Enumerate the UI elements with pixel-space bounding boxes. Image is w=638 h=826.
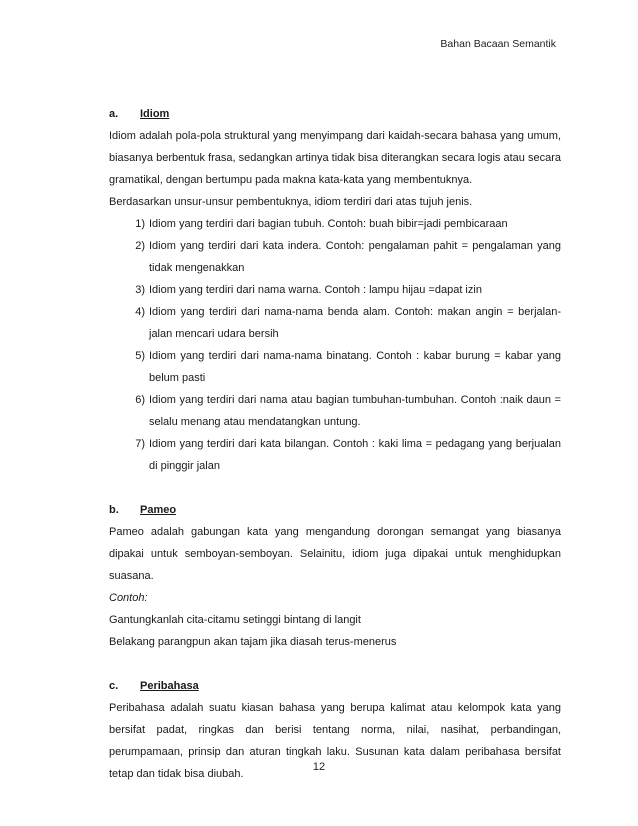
running-header: Bahan Bacaan Semantik bbox=[440, 38, 556, 50]
idiom-intro: Berdasarkan unsur-unsur pembentuknya, idiom terdiri dari atas tujuh jenis. bbox=[109, 196, 473, 208]
section-heading-idiom bbox=[109, 103, 561, 125]
list-item bbox=[109, 213, 561, 235]
section-letter: a. bbox=[109, 108, 119, 120]
list-text: Idiom yang terdiri dari nama atau bagian tumbuhan-tumbuhan. Contoh :naik daun = selalu menang atau mendatangkan untung. bbox=[149, 394, 561, 428]
pameo-example: Gantungkanlah cita-citamu setinggi bintang di langit bbox=[109, 614, 361, 626]
list-item bbox=[109, 301, 561, 345]
list-text: Idiom yang terdiri dari nama warna. Contoh : lampu hijau =dapat izin bbox=[149, 284, 482, 296]
list-item bbox=[109, 345, 561, 389]
list-number: 4) bbox=[135, 306, 145, 318]
section-letter: b. bbox=[109, 504, 119, 516]
section-title: Pameo bbox=[140, 504, 177, 516]
list-item bbox=[109, 433, 561, 477]
list-number: 1) bbox=[135, 218, 145, 230]
list-item bbox=[109, 389, 561, 433]
list-number: 5) bbox=[135, 350, 145, 362]
section-heading-pameo bbox=[109, 499, 561, 521]
list-number: 2) bbox=[135, 240, 145, 252]
idiom-type-list bbox=[109, 213, 561, 477]
page-number: 12 bbox=[312, 761, 326, 773]
section-heading-peribahasa bbox=[109, 675, 561, 697]
list-text: Idiom yang terdiri dari nama-nama binatang. Contoh : kabar burung = kabar yang belum pasti bbox=[149, 350, 561, 384]
list-number: 7) bbox=[135, 438, 145, 450]
peribahasa-definition: Peribahasa adalah suatu kiasan bahasa yang berupa kalimat atau kelompok kata yang bersifat padat, ringkas dan berisi tentang norma, nilai, nasihat, perbandingan, perumpamaan, prinsip dan aturan tingkah laku. Susunan kata dalam peribahasa bersifat tetap dan tidak bisa diubah. bbox=[109, 702, 561, 780]
list-text: Idiom yang terdiri dari nama-nama benda alam. Contoh: makan angin = berjalan-jalan mencari udara bersih bbox=[149, 306, 561, 340]
list-text: Idiom yang terdiri dari bagian tubuh. Contoh: buah bibir=jadi pembicaraan bbox=[149, 218, 508, 230]
section-letter: c. bbox=[109, 680, 119, 692]
list-text: Idiom yang terdiri dari kata indera. Contoh: pengalaman pahit = pengalaman yang tidak mengenakkan bbox=[149, 240, 561, 274]
pameo-example: Belakang parangpun akan tajam jika diasah terus-menerus bbox=[109, 636, 397, 648]
list-number: 6) bbox=[135, 394, 145, 406]
list-item bbox=[109, 235, 561, 279]
list-number: 3) bbox=[135, 284, 145, 296]
example-label: Contoh: bbox=[109, 592, 148, 604]
list-item bbox=[109, 279, 561, 301]
section-spacer bbox=[109, 477, 561, 499]
idiom-definition: Idiom adalah pola-pola struktural yang menyimpang dari kaidah-secara bahasa yang umum, biasanya berbentuk frasa, sedangkan artinya tidak bisa diterangkan secara logis atau secara gramatikal, dengan bertumpu pada makna kata-kata yang membentuknya. bbox=[109, 130, 561, 186]
section-spacer bbox=[109, 653, 561, 675]
list-text: Idiom yang terdiri dari kata bilangan. Contoh : kaki lima = pedagang yang berjualan di pinggir jalan bbox=[149, 438, 561, 472]
section-title: Idiom bbox=[140, 108, 170, 120]
pameo-definition: Pameo adalah gabungan kata yang mengandung dorongan semangat yang biasanya dipakai untuk semboyan-semboyan. Selainitu, idiom juga dipakai untuk menghidupkan suasana. bbox=[109, 526, 561, 582]
page-content bbox=[109, 103, 561, 785]
section-title: Peribahasa bbox=[140, 680, 199, 692]
